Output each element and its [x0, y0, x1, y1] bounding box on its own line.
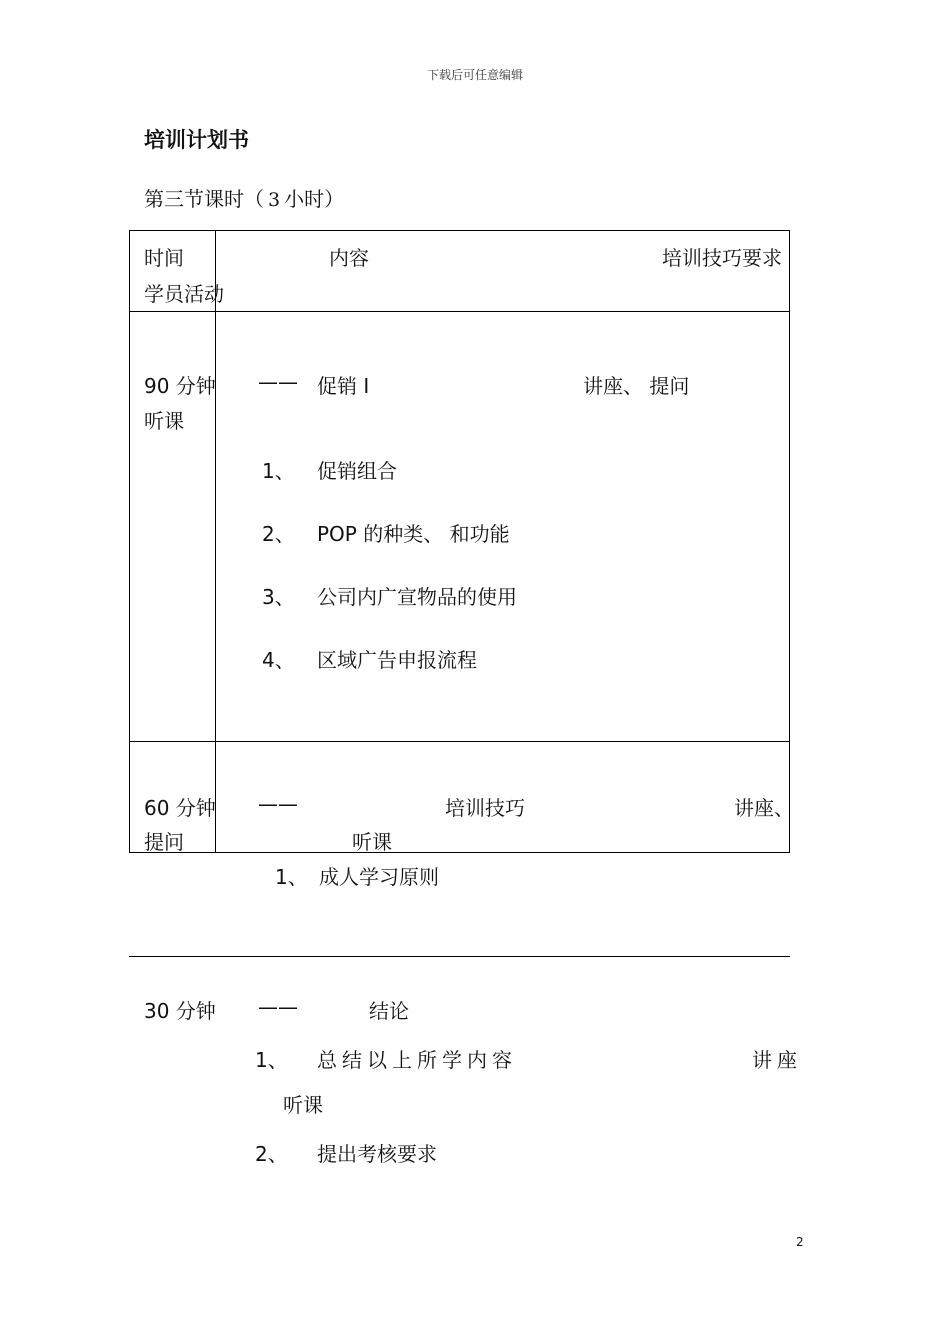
- section3-item-method: 讲座: [752, 1048, 802, 1072]
- header-content: 内容: [329, 246, 369, 270]
- row2-duration: 60 分钟: [144, 796, 216, 820]
- header-skill: 培训技巧要求: [662, 246, 782, 270]
- row1-dash: ——: [258, 370, 298, 394]
- row2-item-num: 1、: [275, 865, 308, 889]
- row2-topic: 培训技巧: [445, 796, 525, 820]
- subtitle-hours: 3: [268, 189, 281, 211]
- subtitle-prefix: 第三节课时（: [144, 187, 264, 211]
- table-column-divider: [215, 230, 216, 853]
- row1-activity: 听课: [144, 409, 184, 433]
- row1-topic: 促销 Ⅰ: [317, 374, 370, 398]
- row2-item-text: 成人学习原则: [319, 865, 439, 889]
- row1-item-text: 区域广告申报流程: [317, 648, 477, 672]
- section3-dash: ——: [258, 995, 298, 1019]
- page-number: 2: [796, 1235, 804, 1249]
- row2-activity: 提问: [144, 830, 184, 854]
- section3-topic: 结论: [369, 999, 409, 1023]
- section3-item-text: 提出考核要求: [317, 1142, 437, 1166]
- row1-method: 讲座、 提问: [583, 374, 690, 398]
- page-header: 下载后可任意编辑: [426, 68, 523, 82]
- row1-duration: 90 分钟: [144, 374, 216, 398]
- row1-item-text: 公司内广宣物品的使用: [317, 585, 517, 609]
- session-subtitle: [144, 183, 344, 212]
- row1-item-num: 1、: [262, 459, 295, 483]
- table-border-left: [129, 230, 130, 853]
- document-title: 培训计划书: [144, 128, 249, 152]
- section3-item-num: 1、: [255, 1048, 288, 1072]
- row1-item-num: 3、: [262, 585, 295, 609]
- row1-item-text: POP 的种类、 和功能: [317, 522, 510, 546]
- row1-item-text: 促销组合: [317, 459, 397, 483]
- section3-duration: 30 分钟: [144, 999, 216, 1023]
- section3-item-activity: 听课: [283, 1093, 323, 1117]
- header-time: 时间: [144, 246, 184, 270]
- header-activity: 学员活动: [144, 282, 224, 306]
- row1-item-num: 4、: [262, 648, 295, 672]
- row2-extra-activity: 听课: [352, 830, 392, 854]
- table-header-divider: [129, 311, 790, 312]
- row2-dash: ——: [258, 792, 298, 816]
- section3-item-text: 总结以上所学内容: [317, 1048, 517, 1072]
- subtitle-suffix: 小时）: [284, 187, 345, 211]
- section3-item-num: 2、: [255, 1142, 288, 1166]
- table-border-top: [129, 230, 790, 231]
- row2-method: 讲座、: [734, 796, 794, 820]
- row1-item-num: 2、: [262, 522, 295, 546]
- table-border-bottom: [129, 852, 790, 853]
- table-border-right: [789, 230, 790, 853]
- section-divider: [129, 956, 790, 957]
- table-row-divider: [129, 741, 790, 742]
